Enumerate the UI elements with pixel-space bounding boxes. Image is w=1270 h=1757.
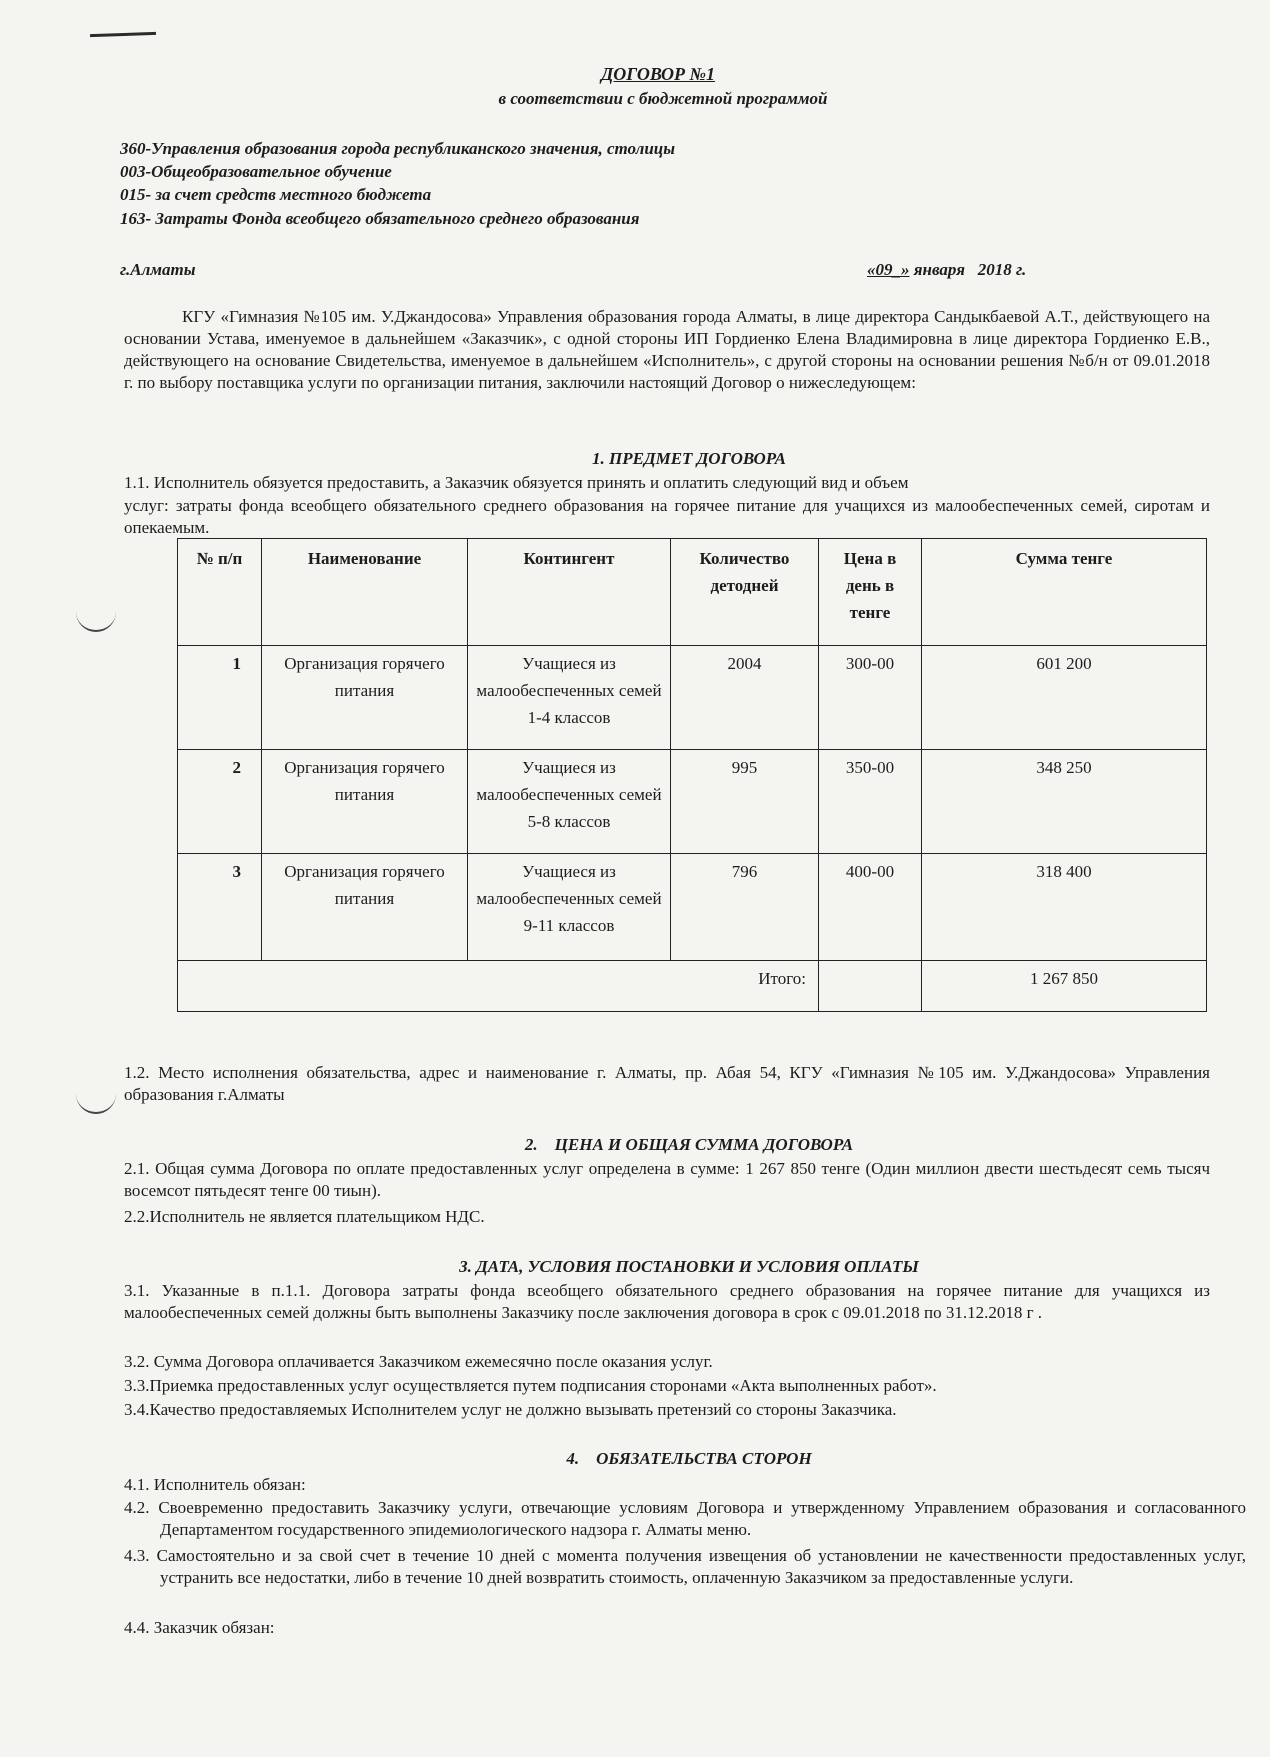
row-name: Организация горячего питания [262, 854, 468, 961]
total-label: Итого: [178, 961, 819, 1012]
clause-1-1-cont: услуг: затраты фонда всеобщего обязательного среднего образования на горячее питание для учащихся из малообеспеченных семей, сиротам и опекаемым. [124, 496, 1210, 537]
row-price: 300-00 [819, 646, 922, 750]
row-number: 1 [178, 646, 262, 750]
services-table [177, 538, 1207, 1012]
row-days: 796 [671, 854, 819, 961]
date-month-year: января 2018 г. [909, 260, 1027, 279]
table-row [178, 854, 1207, 961]
clause-3-2: 3.2. Сумма Договора оплачивается Заказчиком ежемесячно после оказания услуг. [124, 1352, 713, 1371]
clause-4-3: 4.3. Самостоятельно и за свой счет в течение 10 дней с момента получения извещения об установлении не качественности предоставленных услуг, устранить все недостатки, либо в течение 10 дней возвратить стоимость, оплаченную Заказчиком за предоставленные услуги. [124, 1546, 1246, 1587]
row-days: 2004 [671, 646, 819, 750]
row-contingent: Учащиеся из малообеспеченных семей 1-4 классов [468, 646, 671, 750]
punch-hole-mark [76, 608, 116, 632]
row-price: 400-00 [819, 854, 922, 961]
punch-hole-mark [76, 1090, 116, 1114]
clause-4-1: 4.1. Исполнитель обязан: [124, 1475, 306, 1494]
header-cell: Сумма тенге [922, 539, 1207, 646]
row-contingent: Учащиеся из малообеспеченных семей 9-11 классов [468, 854, 671, 961]
row-name: Организация горячего питания [262, 750, 468, 854]
preamble: КГУ «Гимназия №105 им. У.Джандосова» Управления образования города Алматы, в лице директора Сандыкбаевой А.Т., действующего на основании Устава, именуемое в дальнейшем «Заказчик», с одной стороны ИП Гордиенко Елена Владимировна в лице директора Гордиенко Е.В., действующего на основание Свидетельства, именуемое в дальнейшем «Исполнитель», с другой стороны на основании решения №б/н от 09.01.2018 г. по выбору поставщика услуги по организации питания, заключили настоящий Договор о нижеследующем: [124, 307, 1210, 392]
scan-mark [90, 32, 156, 37]
contract-date [867, 259, 1026, 281]
program-line: 003-Общеобразовательное обучение [120, 162, 392, 181]
section-2-title: 2. ЦЕНА И ОБЩАЯ СУММА ДОГОВОРА [524, 1135, 854, 1154]
table-row [178, 750, 1207, 854]
section-4-title: 4. ОБЯЗАТЕЛЬСТВА СТОРОН [566, 1449, 812, 1468]
total-empty-cell [819, 961, 922, 1012]
clause-1-1: 1.1. Исполнитель обязуется предоставить, а Заказчик обязуется принять и оплатить следующий вид и объем [124, 473, 909, 492]
clause-4-4: 4.4. Заказчик обязан: [124, 1618, 275, 1637]
header-cell: Наименование [262, 539, 468, 646]
row-price: 350-00 [819, 750, 922, 854]
table-total-row [178, 961, 1207, 1012]
header-cell: Количество детодней [671, 539, 819, 646]
row-sum: 601 200 [922, 646, 1207, 750]
clause-2-1: 2.1. Общая сумма Договора по оплате предоставленных услуг определена в сумме: 1 267 850 тенге (Один миллион двести шестьдесят семь тысяч восемсот пятьдесят тенге 00 тиын). [124, 1159, 1210, 1200]
row-number: 3 [178, 854, 262, 961]
row-sum: 318 400 [922, 854, 1207, 961]
header-cell: Цена в день в тенге [819, 539, 922, 646]
section-1-title: 1. ПРЕДМЕТ ДОГОВОРА [592, 449, 786, 468]
table-header-row [178, 539, 1207, 646]
clause-4-2: 4.2. Своевременно предоставить Заказчику услуги, отвечающие условиям Договора и утвержденному Управлением образования и согласованного Департаментом государственного эпидемиологического надзора г. Алматы меню. [124, 1498, 1246, 1539]
row-number: 2 [178, 750, 262, 854]
header-cell: № п/п [178, 539, 262, 646]
contract-subtitle: в соответствии с бюджетной программой [498, 89, 828, 108]
clause-1-2: 1.2. Место исполнения обязательства, адрес и наименование г. Алматы, пр. Абая 54, КГУ «Гимназия №105 им. У.Джандосова» Управления образования г.Алматы [124, 1063, 1210, 1104]
contract-title: ДОГОВОР №1 [600, 64, 716, 84]
clause-3-4: 3.4.Качество предоставляемых Исполнителем услуг не должно вызывать претензий со стороны Заказчика. [124, 1400, 897, 1419]
date-day: «09_» [867, 260, 910, 279]
row-name: Организация горячего питания [262, 646, 468, 750]
total-value: 1 267 850 [922, 961, 1207, 1012]
row-sum: 348 250 [922, 750, 1207, 854]
program-line: 015- за счет средств местного бюджета [120, 185, 432, 204]
city: г.Алматы [120, 260, 196, 279]
program-line: 163- Затраты Фонда всеобщего обязательного среднего образования [120, 209, 640, 228]
row-contingent: Учащиеся из малообеспеченных семей 5-8 классов [468, 750, 671, 854]
section-3-title: 3. ДАТА, УСЛОВИЯ ПОСТАНОВКИ И УСЛОВИЯ ОПЛАТЫ [459, 1257, 919, 1276]
clause-3-1: 3.1. Указанные в п.1.1. Договора затраты фонда всеобщего обязательного среднего образования на горячее питание для учащихся из малообеспеченных семей должны быть выполнены Заказчику после заключения договора в срок с 09.01.2018 по 31.12.2018 г . [124, 1281, 1210, 1322]
header-cell: Контингент [468, 539, 671, 646]
table-row [178, 646, 1207, 750]
clause-3-3: 3.3.Приемка предоставленных услуг осуществляется путем подписания сторонами «Акта выполненных работ». [124, 1376, 937, 1395]
program-line: 360-Управления образования города республиканского значения, столицы [120, 139, 676, 158]
clause-2-2: 2.2.Исполнитель не является плательщиком НДС. [124, 1207, 485, 1226]
row-days: 995 [671, 750, 819, 854]
